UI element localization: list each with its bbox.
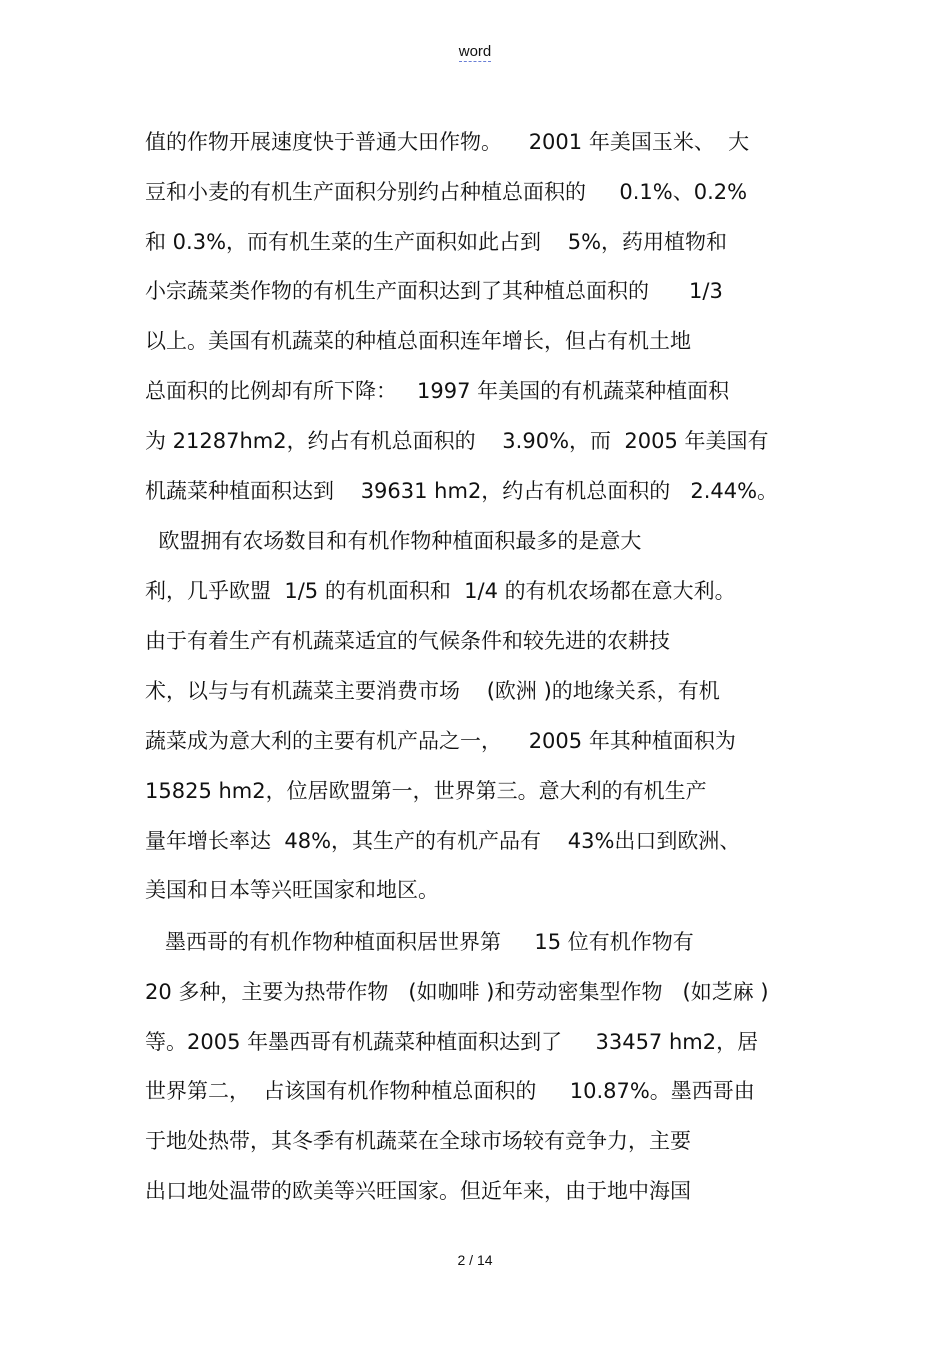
body-line: 利，几乎欧盟 1/5 的有机面积和 1/4 的有机农场都在意大利。	[145, 579, 736, 603]
body-line: 15825 hm2，位居欧盟第一，世界第三。意大利的有机生产	[145, 779, 707, 803]
body-line: 量年增长率达 48%，其生产的有机产品有 43%出口到欧洲、	[145, 829, 741, 853]
page-number: 2 / 14	[457, 1252, 493, 1268]
body-line: 小宗蔬菜类作物的有机生产面积达到了其种植总面积的 1/3	[145, 279, 723, 303]
body-line: 于地处热带，其冬季有机蔬菜在全球市场较有竞争力，主要	[145, 1129, 691, 1153]
body-line: 机蔬菜种植面积达到 39631 hm2，约占有机总面积的 2.44%。	[145, 479, 779, 503]
body-line: 蔬菜成为意大利的主要有机产品之一， 2005 年其种植面积为	[145, 729, 736, 753]
body-line: 由于有着生产有机蔬菜适宜的气候条件和较先进的农耕技	[145, 629, 670, 653]
body-line: 世界第二， 占该国有机作物种植总面积的 10.87%。墨西哥由	[145, 1079, 755, 1103]
page-header	[0, 43, 950, 60]
body-line: 等。2005 年墨西哥有机蔬菜种植面积达到了 33457 hm2，居	[145, 1030, 759, 1054]
body-line: 术，以与与有机蔬菜主要消费市场 (欧洲 )的地缘关系，有机	[145, 679, 720, 703]
body-line: 欧盟拥有农场数目和有机作物种植面积最多的是意大	[145, 529, 642, 553]
body-line: 为 21287hm2，约占有机总面积的 3.90%，而 2005 年美国有	[145, 429, 769, 453]
body-line: 值的作物开展速度快于普通大田作物。 2001 年美国玉米、 大	[145, 130, 750, 154]
body-line: 出口地处温带的欧美等兴旺国家。但近年来，由于地中海国	[145, 1179, 691, 1203]
body-line: 总面积的比例却有所下降： 1997 年美国的有机蔬菜种植面积	[145, 379, 730, 403]
body-line: 20 多种，主要为热带作物 (如咖啡 )和劳动密集型作物 (如芝麻 )	[145, 980, 769, 1004]
body-line: 墨西哥的有机作物种植面积居世界第 15 位有机作物有	[145, 930, 694, 954]
body-line: 和 0.3%，而有机生菜的生产面积如此占到 5%，药用植物和	[145, 230, 728, 254]
body-line: 豆和小麦的有机生产面积分别约占种植总面积的 0.1%、0.2%	[145, 180, 748, 204]
body-line: 以上。美国有机蔬菜的种植总面积连年增长，但占有机土地	[145, 329, 691, 353]
header-title: word	[458, 43, 492, 60]
body-line: 美国和日本等兴旺国家和地区。	[145, 878, 439, 902]
